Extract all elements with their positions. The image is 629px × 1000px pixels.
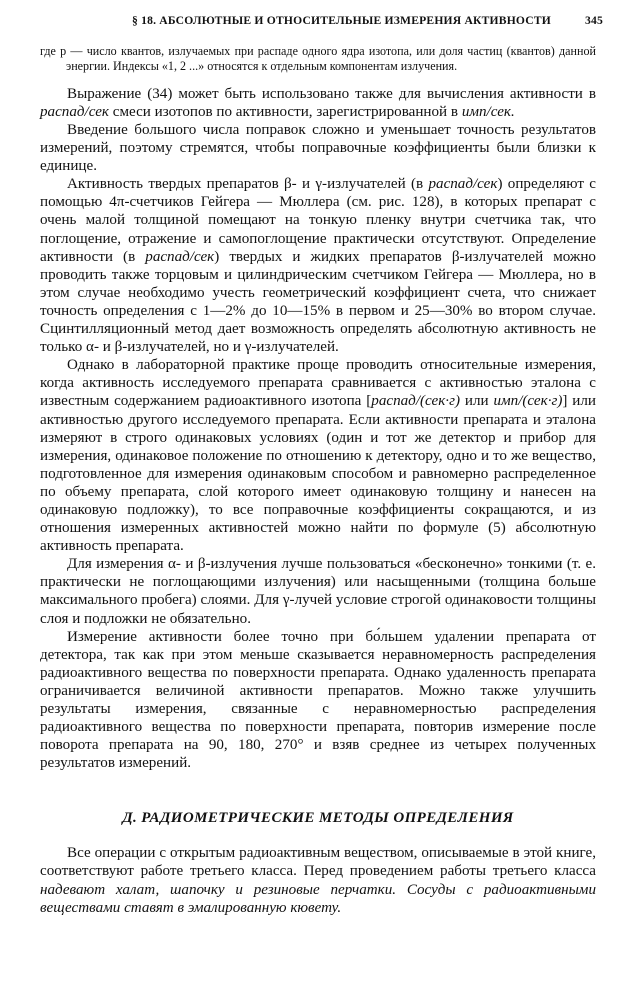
- p3-text-b: ) определяют с помощью 4π-счетчиков Гейгера — Мюллера (см. рис. 128), в которых препарат с очень малой толщиной помещают на тонкую пленку внутри счетчика так, что поглощение, отражение и самопоглощение практически отсутствуют. Определение активности (в: [40, 176, 596, 265]
- formula-footnote: где p — число квантов, излучаемых при распаде одного ядра изотопа, или доля частиц (квантов) данной энергии. Индексы «1, 2 ...» относятся к отдельным компонентам излучения.: [40, 44, 596, 74]
- p3-italic-unit-2: распад/сек: [145, 248, 215, 265]
- p3-italic-unit-1: распад/сек: [428, 176, 498, 193]
- paragraph-5: Для измерения α- и β-излучения лучше пользоваться «бесконечно» тонкими (т. е. практически не поглощающими излучения) или насыщенными (толщина больше максимального пробега) слоями. Для γ-лучей условие строгой одинаковости толщины слоя и подложки не обязательно.: [40, 556, 596, 627]
- paragraph-2: Введение большого числа поправок сложно и уменьшает точность результатов измерений, поэтому стремятся, чтобы поправочные коэффициенты были близки к единице.: [40, 122, 596, 175]
- p7-text-a: Все операции с открытым радиоактивным веществом, описываемые в этой книге, соответствуют работе третьего класса. Перед проведением работы третьего класса: [40, 845, 596, 880]
- paragraph-7: [40, 844, 596, 916]
- paragraph-1: [40, 85, 596, 121]
- running-title: § 18. АБСОЛЮТНЫЕ И ОТНОСИТЕЛЬНЫЕ ИЗМЕРЕНИЯ АКТИВНОСТИ: [132, 14, 552, 27]
- p1-italic-unit-1: распад/сек: [40, 103, 109, 120]
- p4-text-c: ] или активностью другого исследуемого препарата. Если активности препарата и эталона измеряют в строго одинаковых условиях (один и тот же детектор и прибор для измерения, одинаковое положение по отношению к детектору, одно и то же вещество, подготовленное для измерения одинаковым способом и равномерно распределенное по объему препарата, слой которого имеет одинаковую толщину и нанесен на одинаковую подложку), то все поправочные коэффициенты сокращаются, и из отношения измеренных активностей можно найти по формуле (5) абсолютную активность препарата.: [40, 393, 596, 555]
- p3-text-c: ) твердых и жидких препаратов β-излучателей можно проводить также торцовым и цилиндрическим счетчиком Гейгера — Мюллера, но в этом случае необходимо учесть геометрический коэффициент счета, что снижает точность определения с 1—2% до 10—15% в первом и 25—30% во втором случае. Сцинтилляционный метод дает возможность определять абсолютную активность не только α- и β-излучателей, но и γ-излучателей.: [40, 248, 596, 356]
- p4-text-a: Однако в лабораторной практике проще проводить относительные измерения, когда активность исследуемого препарата сравнивается с активностью эталона с известным содержанием радиоактивного изотопа [: [40, 357, 596, 410]
- running-header: [132, 14, 603, 34]
- p3-text-a: Активность твердых препаратов β- и γ-излучателей (в: [67, 176, 429, 193]
- p4-italic-unit-2: имп/(сек·г): [493, 393, 563, 410]
- p4-italic-unit-1: распад/(сек·г): [371, 393, 460, 410]
- p1-text-b: смеси изотопов по активности, зарегистрированной в: [108, 103, 462, 120]
- paragraph-6: Измерение активности более точно при бо́льшем удалении препарата от детектора, так как при этом меньше сказывается неравномерность распределения радиоактивного вещества по поверхности препарата. Однако удаленность препарата ограничивается величиной активности препаратов. Можно также улучшить результаты измерения, связанные с неравномерностью распределения радиоактивного вещества по поверхности препарата, повторив измерение после поворота препарата на 90, 180, 270° и взяв среднее из четырех полученных результатов измерений.: [40, 628, 596, 772]
- paragraph-4: [40, 356, 596, 555]
- paragraph-3: [40, 175, 596, 356]
- p1-text-a: Выражение (34) может быть использовано также для вычисления активности в: [67, 85, 596, 102]
- section-title: Д. РАДИОМЕТРИЧЕСКИЕ МЕТОДЫ ОПРЕДЕЛЕНИЯ: [122, 810, 514, 827]
- page-number: 345: [585, 14, 603, 27]
- p4-text-b: или: [460, 393, 494, 410]
- p1-italic-unit-2: имп/сек.: [461, 103, 515, 120]
- page-body: [40, 44, 596, 917]
- p7-italic-safety-rule: надевают халат, шапочку и резиновые перчатки. Сосуды с радиоактивными веществами ставят в эмалированную кювету.: [40, 881, 596, 916]
